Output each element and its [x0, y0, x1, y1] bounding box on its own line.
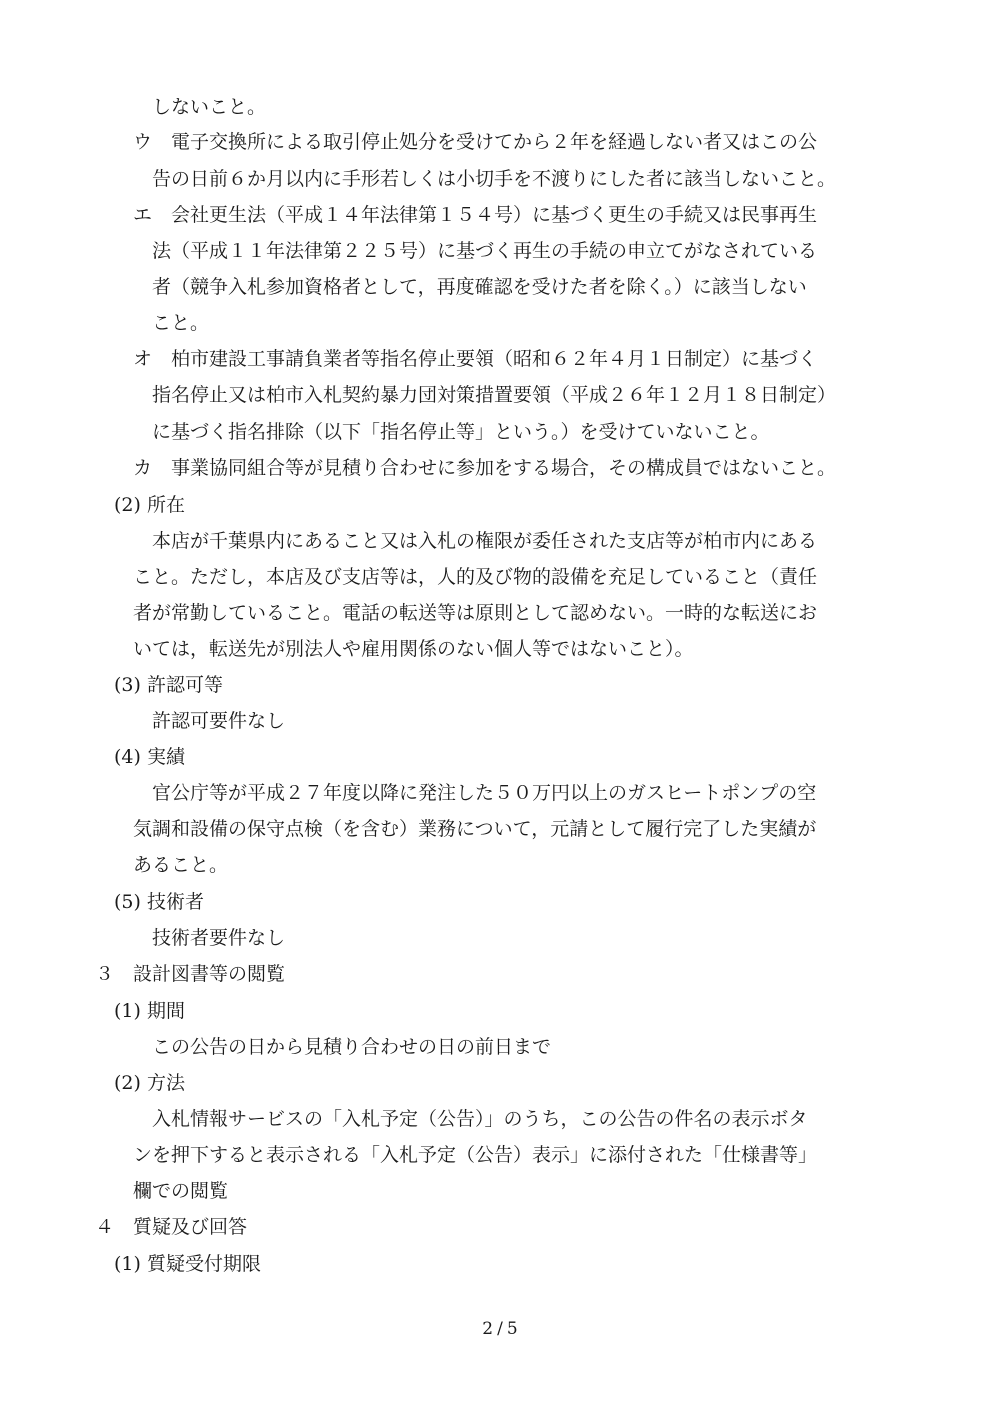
- total-pages: 5: [506, 1319, 518, 1339]
- text-line: 指名停止又は柏市入札契約暴力団対策措置要領（平成２６年１２月１８日制定）: [152, 384, 837, 406]
- text-line: 法（平成１１年法律第２２５号）に基づく再生の手続の申立てがなされている: [152, 240, 818, 262]
- text-line: 者が常勤していること。電話の転送等は原則として認めない。一時的な転送にお: [133, 602, 818, 624]
- text-line: オ 柏市建設工事請負業者等指名停止要領（昭和６２年４月１日制定）に基づく: [133, 348, 818, 370]
- text-line: あること。: [133, 854, 229, 876]
- text-line: エ 会社更生法（平成１４年法律第１５４号）に基づく更生の手続又は民事再生: [133, 204, 818, 226]
- page-number: [0, 1318, 1000, 1340]
- section-heading: (3) 許認可等: [114, 674, 223, 696]
- section-heading: (4) 実績: [114, 746, 185, 768]
- text-line: 欄での閲覧: [133, 1180, 229, 1202]
- text-line: 官公庁等が平成２７年度以降に発注した５０万円以上のガスヒートポンプの空: [152, 782, 817, 804]
- text-line: カ 事業協同組合等が見積り合わせに参加をする場合，その構成員ではないこと。: [133, 457, 837, 479]
- text-line: 入札情報サービスの「入札予定（公告）」のうち，この公告の件名の表示ボタ: [152, 1108, 808, 1130]
- text-line: いては，転送先が別法人や雇用関係のない個人等ではないこと）。: [133, 638, 694, 660]
- text-line: こと。: [152, 312, 210, 334]
- text-line: しないこと。: [152, 96, 267, 118]
- current-page: 2: [482, 1319, 494, 1339]
- page-separator: /: [497, 1319, 503, 1339]
- section-heading: (5) 技術者: [114, 891, 204, 913]
- text-line: 気調和設備の保守点検（を含む）業務について，元請として履行完了した実績が: [133, 818, 817, 840]
- section-heading: (2) 方法: [114, 1072, 185, 1094]
- text-line: 技術者要件なし: [152, 927, 286, 949]
- text-line: この公告の日から見積り合わせの日の前日まで: [152, 1036, 552, 1058]
- text-line: 者（競争入札参加資格者として，再度確認を受けた者を除く。）に該当しない: [152, 276, 807, 298]
- text-line: ンを押下すると表示される「入札予定（公告）表示」に添付された「仕様書等」: [133, 1144, 818, 1166]
- section-heading: (1) 期間: [114, 1000, 185, 1022]
- chapter-heading: ３ 設計図書等の閲覧: [95, 963, 286, 985]
- text-line: 許認可要件なし: [152, 710, 286, 732]
- text-line: 告の日前６か月以内に手形若しくは小切手を不渡りにした者に該当しないこと。: [152, 168, 837, 190]
- text-line: こと。ただし，本店及び支店等は，人的及び物的設備を充足していること（責任: [133, 566, 818, 588]
- section-heading: (2) 所在: [114, 494, 185, 516]
- text-line: ウ 電子交換所による取引停止処分を受けてから２年を経過しない者又はこの公: [133, 131, 818, 153]
- section-heading: (1) 質疑受付期限: [114, 1253, 261, 1275]
- text-line: に基づく指名排除（以下「指名停止等」という。）を受けていないこと。: [152, 421, 770, 443]
- text-line: 本店が千葉県内にあること又は入札の権限が委任された支店等が柏市内にある: [152, 530, 818, 552]
- chapter-heading: ４ 質疑及び回答: [95, 1216, 248, 1238]
